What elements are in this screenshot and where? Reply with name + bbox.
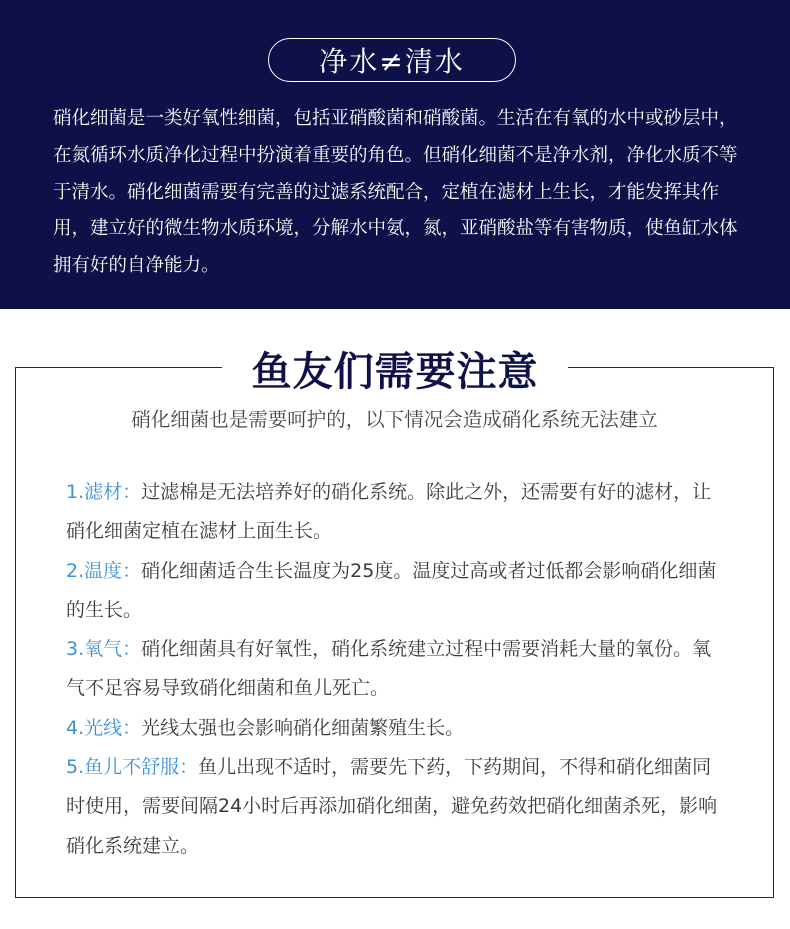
section-title: 净水≠清水: [268, 38, 516, 82]
notice-item-text: 过滤棉是无法培养好的硝化系统。除此之外，还需要有好的滤材，让硝化细菌定植在滤材上面生长。: [66, 481, 712, 543]
notice-item-oxygen: [66, 630, 730, 709]
notice-item-label: 1.滤材：: [66, 481, 142, 503]
notice-item-text: 光线太强也会影响硝化细菌繁殖生长。: [141, 716, 465, 739]
notice-item-label: 5.鱼儿不舒服：: [66, 756, 199, 779]
notice-item-text: 硝化细菌具有好氧性，硝化系统建立过程中需要消耗大量的氧份。氧气不足容易导致硝化细菌和鱼儿死亡。: [66, 638, 712, 700]
intro-paragraph: 硝化细菌是一类好氧性细菌，包括亚硝酸菌和硝酸菌。生活在有氧的水中或砂层中，在氮循环水质净化过程中扮演着重要的角色。但硝化细菌不是净水剂，净化水质不等于清水。硝化细菌需要有完善的过滤系统配合，定植在滤材上生长，才能发挥其作用，建立好的微生物水质环境，分解水中氨，氮，亚硝酸盐等有害物质，使鱼缸水体拥有好的自净能力。: [53, 108, 738, 277]
notice-item-light: [66, 709, 730, 748]
notice-item-label: 2.温度：: [66, 559, 142, 582]
notice-item-fish-unwell: [66, 748, 730, 866]
notice-item-filter-media: [66, 473, 730, 552]
notice-item-label: 4.光线：: [66, 716, 142, 739]
notice-item-text: 硝化细菌适合生长温度为25度。温度过高或者过低都会影响硝化细菌的生长。: [66, 559, 717, 621]
intro-section: [0, 0, 790, 309]
notice-item-text: 鱼儿出现不适时，需要先下药，下药期间，不得和硝化细菌同时使用，需要间隔24小时后再添加硝化细菌，避免药效把硝化细菌杀死，影响硝化系统建立。: [66, 756, 718, 857]
notice-item-temperature: [66, 552, 730, 631]
notice-list: [66, 473, 730, 866]
notice-heading: 鱼友们需要注意: [222, 340, 568, 396]
notice-item-label: 3.氧气：: [66, 638, 142, 661]
notice-subtitle: 硝化细菌也是需要呵护的，以下情况会造成硝化系统无法建立: [131, 408, 658, 431]
